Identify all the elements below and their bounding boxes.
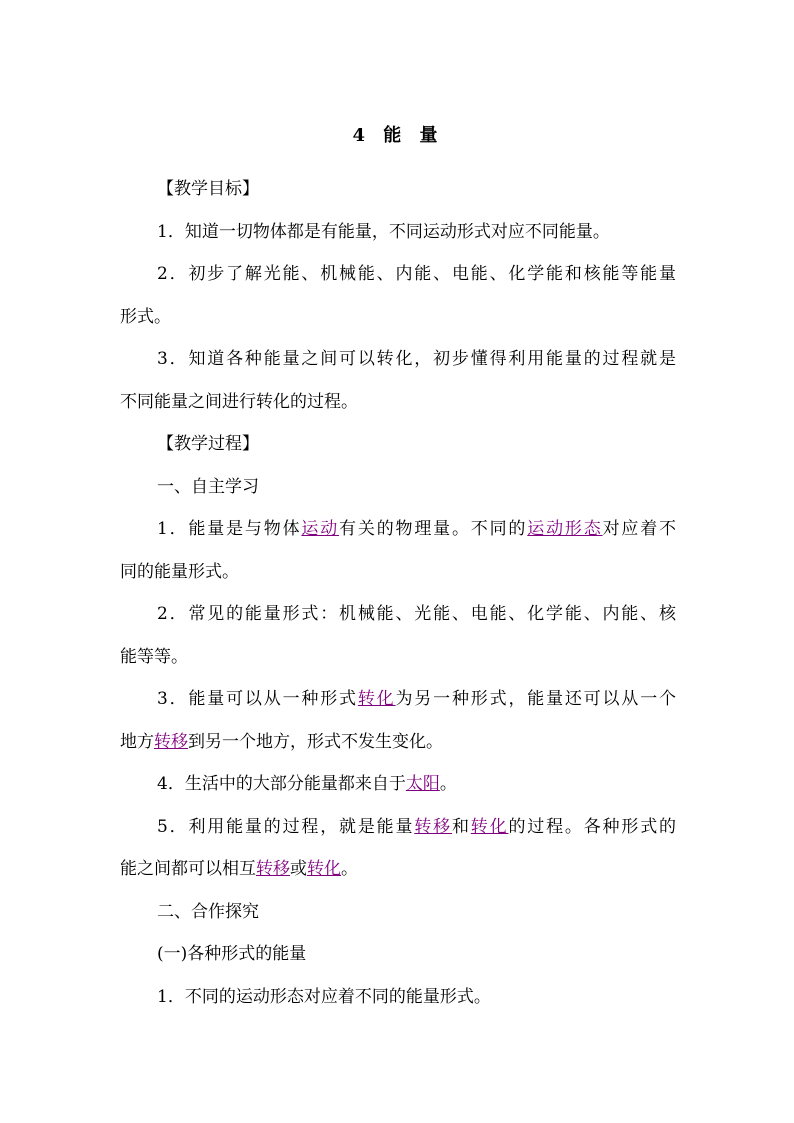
text-line xyxy=(120,551,676,594)
text-line xyxy=(120,891,676,934)
text-segment: 5．利用能量的过程，就是能量 xyxy=(157,816,415,837)
paragraph xyxy=(120,806,676,891)
text-line xyxy=(120,636,676,679)
text-line xyxy=(120,381,676,424)
text-segment: 1．知道一切物体都是有能量，不同运动形式对应不同能量。 xyxy=(157,221,610,242)
paragraph xyxy=(120,763,676,806)
fill-in-answer: 转移 xyxy=(256,859,290,879)
paragraph xyxy=(120,678,676,763)
text-segment: 4．生活中的大部分能量都来自于 xyxy=(157,774,406,794)
text-segment: 或 xyxy=(290,859,307,879)
text-segment: (一)各种形式的能量 xyxy=(157,944,307,964)
text-segment: 一、自主学习 xyxy=(157,476,259,497)
text-line xyxy=(120,721,676,764)
text-segment: 2．初步了解光能、机械能、内能、电能、化学能和核能等能量 xyxy=(157,264,676,284)
text-segment: 【教学过程】 xyxy=(157,434,259,454)
document-body xyxy=(120,168,676,1018)
paragraph xyxy=(120,338,676,423)
paragraph xyxy=(120,423,676,466)
paragraph xyxy=(120,976,676,1019)
text-line xyxy=(120,168,676,211)
paragraph xyxy=(120,933,676,976)
text-segment: 。 xyxy=(439,774,457,794)
document-page xyxy=(120,118,676,1018)
text-segment: 能之间都可以相互 xyxy=(120,859,256,879)
text-line xyxy=(120,211,676,254)
text-segment: 【教学目标】 xyxy=(157,179,259,199)
paragraph xyxy=(120,168,676,211)
text-segment: 的过程。各种形式的 xyxy=(508,816,677,837)
text-line xyxy=(120,466,676,509)
paragraph xyxy=(120,466,676,509)
paragraph xyxy=(120,211,676,254)
text-segment: 同的能量形式。 xyxy=(120,561,239,582)
text-line xyxy=(120,763,676,806)
text-line xyxy=(120,678,676,721)
page-title: 4 能 量 xyxy=(352,125,444,146)
fill-in-answer: 太阳 xyxy=(405,774,440,794)
fill-in-answer: 转移 xyxy=(414,816,452,837)
text-segment: 地方 xyxy=(120,731,154,752)
text-segment: 。 xyxy=(341,859,358,879)
fill-in-answer: 转化 xyxy=(307,859,341,879)
text-segment: 1．不同的运动形态对应着不同的能量形式。 xyxy=(157,986,491,1007)
text-segment: 1．能量是与物体 xyxy=(157,519,302,539)
text-segment: 不同能量之间进行转化的过程。 xyxy=(120,391,358,412)
text-segment: 有关的物理量。不同的 xyxy=(339,519,528,539)
text-segment: 和 xyxy=(451,816,471,837)
paragraph xyxy=(120,253,676,338)
text-line xyxy=(120,933,676,976)
text-segment: 二、合作探究 xyxy=(157,901,259,922)
paragraph xyxy=(120,593,676,678)
text-segment: 到另一个地方，形式不发生变化。 xyxy=(188,731,443,752)
paragraph xyxy=(120,508,676,593)
text-line xyxy=(120,423,676,466)
text-line xyxy=(120,296,676,339)
text-segment: 为另一种形式，能量还可以从一个 xyxy=(395,689,677,709)
text-line xyxy=(120,508,676,551)
text-segment: 能等等。 xyxy=(120,646,188,667)
fill-in-answer: 运动形态 xyxy=(527,519,603,539)
text-line xyxy=(120,848,676,891)
fill-in-answer: 转移 xyxy=(154,731,188,752)
text-line xyxy=(120,338,676,381)
fill-in-answer: 转化 xyxy=(357,689,396,709)
text-segment: 对应着不 xyxy=(602,519,677,539)
text-line xyxy=(120,976,676,1019)
text-line xyxy=(120,253,676,296)
text-line xyxy=(120,593,676,636)
paragraph xyxy=(120,891,676,934)
text-segment: 形式。 xyxy=(120,306,171,327)
text-segment: 3．知道各种能量之间可以转化，初步懂得利用能量的过程就是 xyxy=(157,349,676,369)
fill-in-answer: 运动 xyxy=(301,519,340,539)
text-segment: 3．能量可以从一种形式 xyxy=(157,689,358,709)
text-segment: 2．常见的能量形式：机械能、光能、电能、化学能、内能、核 xyxy=(157,604,676,624)
fill-in-answer: 转化 xyxy=(470,816,509,837)
text-line xyxy=(120,806,676,849)
